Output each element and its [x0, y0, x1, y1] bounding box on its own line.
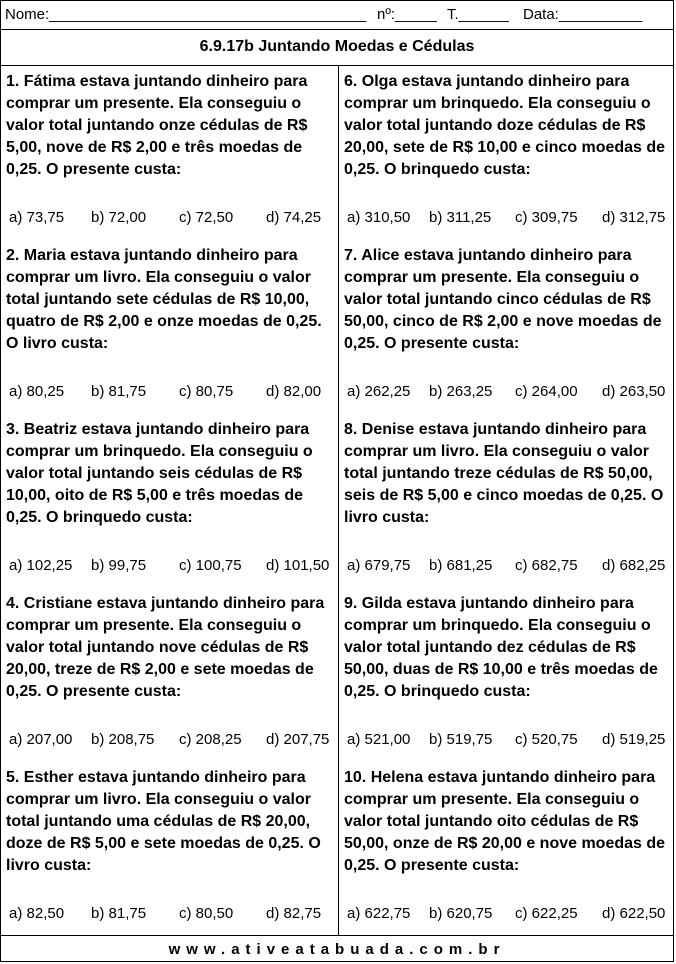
question-text: 4. Cristiane estava juntando dinheiro para comprar um presente. Ela conseguiu o valor total juntando nove cédulas de R$ 20,00, treze de R$ 2,00 e sete moedas de 0,25. O presente custa:	[6, 595, 325, 700]
option-d[interactable]: d) 101,50	[266, 557, 330, 574]
option-c[interactable]: c) 682,75	[515, 557, 578, 574]
option-a[interactable]: a) 102,25	[9, 557, 73, 574]
option-b[interactable]: b) 81,75	[91, 905, 147, 922]
question-4	[1, 587, 338, 761]
question-1	[1, 65, 338, 239]
option-c[interactable]: c) 309,75	[515, 209, 578, 226]
option-d[interactable]: d) 82,00	[266, 383, 322, 400]
option-a[interactable]: a) 310,50	[347, 209, 411, 226]
answer-options	[339, 729, 676, 751]
option-a[interactable]: a) 80,25	[9, 383, 65, 400]
question-text: 3. Beatriz estava juntando dinheiro para comprar um brinquedo. Ela conseguiu o valor total juntando seis cédulas de R$ 10,00, oito de R$ 5,00 e três moedas de 0,25. O brinquedo custa:	[6, 421, 313, 526]
option-c[interactable]: c) 72,50	[179, 209, 234, 226]
question-text: 5. Esther estava juntando dinheiro para comprar um livro. Ela conseguiu o valor total juntando uma cédulas de R$ 20,00, doze de R$ 5,00 e sete moedas de 0,25. O livro custa:	[6, 769, 321, 874]
option-d[interactable]: d) 519,25	[602, 731, 666, 748]
question-text: 1. Fátima estava juntando dinheiro para comprar um presente. Ela conseguiu o valor total juntando onze cédulas de R$ 5,00, nove de R$ 2,00 e três moedas de 0,25. O presente custa:	[6, 73, 308, 178]
name-field[interactable]: Nome:______________________________________	[5, 6, 367, 23]
question-5	[1, 761, 338, 935]
option-b[interactable]: b) 620,75	[429, 905, 493, 922]
option-a[interactable]: a) 262,25	[347, 383, 411, 400]
option-c[interactable]: c) 80,50	[179, 905, 234, 922]
option-b[interactable]: b) 99,75	[91, 557, 147, 574]
option-c[interactable]: c) 520,75	[515, 731, 578, 748]
question-3	[1, 413, 338, 587]
answer-options	[1, 555, 338, 577]
answer-options	[1, 903, 338, 925]
question-text: 7. Alice estava juntando dinheiro para comprar um presente. Ela conseguiu o valor total juntando cinco cédulas de R$ 50,00, cinco de R$ 2,00 e nove moedas de 0,25. O presente custa:	[344, 247, 662, 352]
option-b[interactable]: b) 208,75	[91, 731, 155, 748]
option-c[interactable]: c) 208,25	[179, 731, 242, 748]
option-b[interactable]: b) 263,25	[429, 383, 493, 400]
option-b[interactable]: b) 681,25	[429, 557, 493, 574]
option-d[interactable]: d) 207,75	[266, 731, 330, 748]
answer-options	[1, 381, 338, 403]
option-d[interactable]: d) 82,75	[266, 905, 322, 922]
class-field[interactable]: T.______	[447, 6, 509, 23]
worksheet-title: 6.9.17b Juntando Moedas e Cédulas	[1, 29, 673, 66]
option-c[interactable]: c) 80,75	[179, 383, 234, 400]
website-footer: www.ativeatabuada.com.br	[1, 935, 673, 964]
question-text: 2. Maria estava juntando dinheiro para comprar um livro. Ela conseguiu o valor total juntando sete cédulas de R$ 10,00, quatro de R$ 2,00 e onze moedas de 0,25. O livro custa:	[6, 247, 322, 352]
answer-options	[1, 729, 338, 751]
option-b[interactable]: b) 519,75	[429, 731, 493, 748]
option-d[interactable]: d) 312,75	[602, 209, 666, 226]
option-a[interactable]: a) 207,00	[9, 731, 73, 748]
answer-options	[339, 381, 676, 403]
option-c[interactable]: c) 622,25	[515, 905, 578, 922]
option-d[interactable]: d) 622,50	[602, 905, 666, 922]
answer-options	[339, 903, 676, 925]
question-9	[339, 587, 676, 761]
option-b[interactable]: b) 81,75	[91, 383, 147, 400]
question-6	[339, 65, 676, 239]
option-c[interactable]: c) 264,00	[515, 383, 578, 400]
question-text: 10. Helena estava juntando dinheiro para comprar um presente. Ela conseguiu o valor total juntando oito cédulas de R$ 50,00, onze de R$ 20,00 e nove moedas de 0,25. O presente custa:	[344, 769, 666, 874]
question-text: 6. Olga estava juntando dinheiro para comprar um brinquedo. Ela conseguiu o valor total juntando doze cédulas de R$ 20,00, sete de R$ 10,00 e cinco moedas de 0,25. O brinquedo custa:	[344, 73, 666, 178]
date-field[interactable]: Data:__________	[523, 6, 643, 23]
answer-options	[339, 555, 676, 577]
option-a[interactable]: a) 521,00	[347, 731, 411, 748]
option-a[interactable]: a) 679,75	[347, 557, 411, 574]
question-8	[339, 413, 676, 587]
number-field[interactable]: nº:_____	[377, 6, 437, 23]
option-a[interactable]: a) 622,75	[347, 905, 411, 922]
option-b[interactable]: b) 72,00	[91, 209, 147, 226]
question-2	[1, 239, 338, 413]
student-info-header	[1, 1, 673, 30]
question-text: 8. Denise estava juntando dinheiro para comprar um livro. Ela conseguiu o valor total juntando treze cédulas de R$ 50,00, seis de R$ 5,00 e cinco moedas de 0,25. O livro custa:	[344, 421, 664, 526]
answer-options	[339, 207, 676, 229]
option-d[interactable]: d) 682,25	[602, 557, 666, 574]
answer-options	[1, 207, 338, 229]
option-b[interactable]: b) 311,25	[429, 209, 492, 226]
option-d[interactable]: d) 263,50	[602, 383, 666, 400]
option-c[interactable]: c) 100,75	[179, 557, 242, 574]
option-a[interactable]: a) 73,75	[9, 209, 65, 226]
question-10	[339, 761, 676, 935]
question-7	[339, 239, 676, 413]
question-text: 9. Gilda estava juntando dinheiro para comprar um brinquedo. Ela conseguiu o valor total juntando dez cédulas de R$ 50,00, duas de R$ 10,00 e três moedas de 0,25. O brinquedo custa:	[344, 595, 658, 700]
option-a[interactable]: a) 82,50	[9, 905, 65, 922]
option-d[interactable]: d) 74,25	[266, 209, 322, 226]
